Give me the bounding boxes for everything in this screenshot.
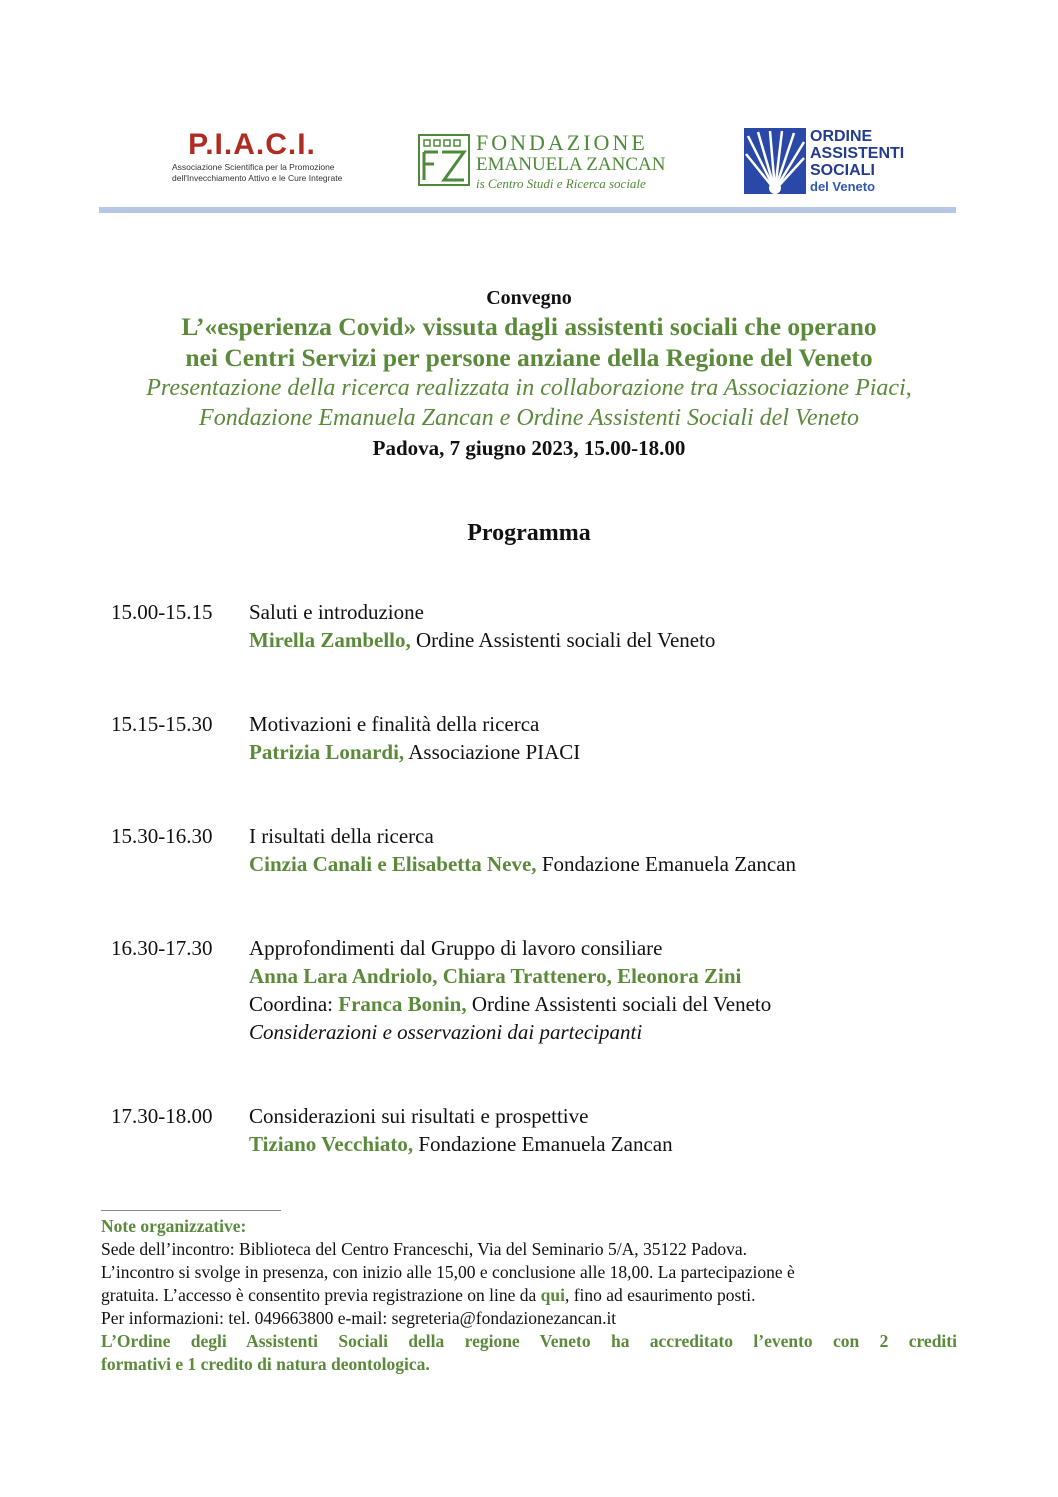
piaci-logo-subtitle: Associazione Scientifica per la Promozione bbox=[172, 162, 335, 172]
session-topic: Motivazioni e finalità della ricerca bbox=[249, 712, 540, 736]
session-body bbox=[249, 934, 969, 1046]
notes-section bbox=[101, 1215, 957, 1376]
notes-contacts: Per informazioni: tel. 049663800 e-mail: segreteria@fondazionezancan.it bbox=[101, 1308, 617, 1328]
event-title-block bbox=[60, 285, 998, 463]
session-topic: Considerazioni sui risultati e prospettive bbox=[249, 1104, 589, 1128]
notes-info-line: L’incontro si svolge in presenza, con inizio alle 15,00 e conclusione alle 18,00. La partecipazione è bbox=[101, 1262, 795, 1282]
notes-title: Note organizzative: bbox=[101, 1216, 247, 1236]
session-affiliation: Fondazione Emanuela Zancan bbox=[413, 1132, 673, 1156]
session-speakers: Mirella Zambello, bbox=[249, 628, 411, 652]
session-topic: Saluti e introduzione bbox=[249, 600, 424, 624]
session-affiliation: Fondazione Emanuela Zancan bbox=[536, 852, 797, 876]
session-affiliation: Ordine Assistenti sociali del Veneto bbox=[410, 628, 716, 652]
oas-logo bbox=[744, 128, 934, 194]
notes-info-text: , fino ad esaurimento posti. bbox=[564, 1285, 756, 1305]
oas-logo-line1: ORDINE bbox=[810, 128, 873, 145]
session-speakers: Cinzia Canali e Elisabetta Neve, bbox=[249, 852, 537, 876]
oas-emblem-icon bbox=[744, 128, 806, 194]
session-time: 17.30-18.00 bbox=[111, 1104, 213, 1128]
header bbox=[0, 0, 1058, 220]
piaci-logo-subtitle: dell'Invecchiamento Attivo e le Cure Integrate bbox=[172, 173, 343, 183]
piaci-logo bbox=[172, 128, 343, 184]
session-coordinator-line bbox=[249, 990, 969, 1018]
notes-venue: Sede dell’incontro: Biblioteca del Centro Franceschi, Via del Seminario 5/A, 35122 Padova. bbox=[101, 1239, 747, 1259]
event-subtitle-line: Presentazione della ricerca realizzata in collaborazione tra Associazione Piaci, bbox=[146, 375, 912, 401]
zancan-logo-line2: EMANUELA ZANCAN bbox=[476, 154, 666, 175]
event-title-line: L’«esperienza Covid» vissuta dagli assistenti sociali che operano bbox=[181, 312, 877, 341]
oas-logo-line4: del Veneto bbox=[810, 179, 876, 194]
notes-credits-line: L’Ordine degli Assistenti Sociali della regione Veneto ha accreditato l’evento con 2 crediti bbox=[101, 1331, 957, 1351]
program-heading: Programma bbox=[467, 520, 591, 546]
zancan-logo bbox=[418, 130, 668, 190]
session-speakers: Tiziano Vecchiato, bbox=[249, 1132, 414, 1156]
zancan-logo-line1: FONDAZIONE bbox=[476, 130, 648, 155]
session-time: 15.15-15.30 bbox=[111, 712, 213, 736]
session-speaker-line bbox=[249, 1130, 969, 1158]
piaci-logo-title: P.I.A.C.I. bbox=[188, 128, 316, 161]
notes-divider bbox=[101, 1210, 281, 1211]
session-time: 15.30-16.30 bbox=[111, 824, 213, 848]
session-speaker-line bbox=[249, 626, 969, 654]
event-subtitle-line: Fondazione Emanuela Zancan e Ordine Assistenti Sociali del Veneto bbox=[199, 405, 859, 431]
session-time: 16.30-17.30 bbox=[111, 936, 213, 960]
session-body bbox=[249, 598, 969, 654]
notes-credits-line: formativi e 1 credito di natura deontologica. bbox=[101, 1354, 430, 1374]
session-coordinator-name: Franca Bonin, bbox=[338, 992, 467, 1016]
session-speaker-line bbox=[249, 738, 969, 766]
zancan-fz-icon bbox=[418, 134, 470, 186]
notes-info-text: gratuita. L’accesso è consentito previa registrazione on line da bbox=[101, 1285, 541, 1305]
session-time: 15.00-15.15 bbox=[111, 600, 213, 624]
notes-info-line bbox=[101, 1284, 957, 1307]
session-affiliation: Associazione PIACI bbox=[404, 740, 581, 764]
session-body bbox=[249, 710, 969, 766]
session-speakers: Anna Lara Andriolo, Chiara Trattenero, Eleonora Zini bbox=[249, 964, 742, 988]
session-coordinator-label: Coordina: bbox=[249, 992, 339, 1016]
oas-logo-line2: ASSISTENTI bbox=[810, 145, 905, 162]
session-speaker-line bbox=[249, 850, 969, 878]
header-divider bbox=[99, 207, 956, 213]
registration-link[interactable]: qui bbox=[540, 1285, 565, 1305]
oas-logo-line3: SOCIALI bbox=[810, 162, 875, 179]
event-type: Convegno bbox=[486, 287, 572, 309]
session-body bbox=[249, 822, 969, 878]
session-body bbox=[249, 1102, 969, 1158]
event-title-line: nei Centri Servizi per persone anziane della Regione del Veneto bbox=[185, 343, 873, 372]
session-speakers: Patrizia Lonardi, bbox=[249, 740, 405, 764]
session-topic: Approfondimenti dal Gruppo di lavoro consiliare bbox=[249, 936, 663, 960]
session-note: Considerazioni e osservazioni dai partecipanti bbox=[249, 1020, 643, 1044]
session-affiliation: Ordine Assistenti sociali del Veneto bbox=[466, 992, 772, 1016]
zancan-logo-line3: is Centro Studi e Ricerca sociale bbox=[476, 176, 646, 191]
session-topic: I risultati della ricerca bbox=[249, 824, 434, 848]
event-date: Padova, 7 giugno 2023, 15.00-18.00 bbox=[372, 436, 686, 460]
